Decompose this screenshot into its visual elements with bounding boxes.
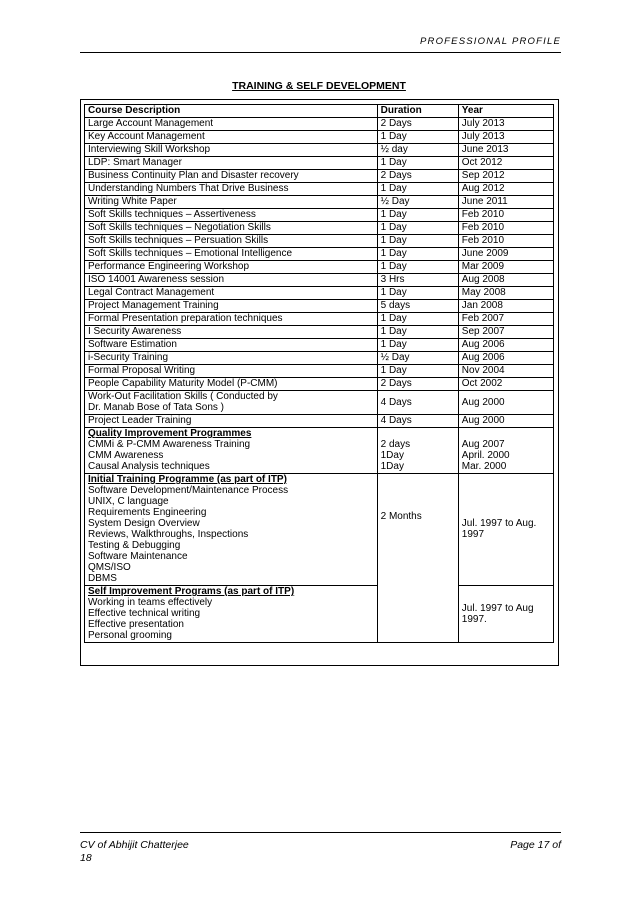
course-cell: People Capability Maturity Model (P-CMM) xyxy=(85,378,378,391)
course-cell xyxy=(85,586,378,643)
course-line: Work-Out Facilitation Skills ( Conducted by xyxy=(88,391,278,402)
table-row xyxy=(85,183,554,196)
duration-cell: 1 Day xyxy=(377,339,458,352)
course-cell: Writing White Paper xyxy=(85,196,378,209)
course-cell: Project Leader Training xyxy=(85,415,378,428)
footer-page-total: 18 xyxy=(80,852,92,864)
duration-cell: 1 Day xyxy=(377,326,458,339)
course-line: Effective presentation xyxy=(88,619,184,630)
table-row xyxy=(85,261,554,274)
table-row xyxy=(85,339,554,352)
course-line: CMM Awareness xyxy=(88,450,164,461)
duration-cell: 1 Day xyxy=(377,235,458,248)
year-cell: Aug 2006 xyxy=(458,339,553,352)
table-row xyxy=(85,209,554,222)
duration-cell: 1 Day xyxy=(377,248,458,261)
table-row xyxy=(85,235,554,248)
duration-cell xyxy=(377,428,458,474)
course-cell: Soft Skills techniques – Persuation Skills xyxy=(85,235,378,248)
course-cell: Business Continuity Plan and Disaster recovery xyxy=(85,170,378,183)
duration-cell: 2 Days xyxy=(377,170,458,183)
course-line: Software Development/Maintenance Process xyxy=(88,485,289,496)
year-cell: Oct 2012 xyxy=(458,157,553,170)
duration-cell: 1 Day xyxy=(377,183,458,196)
duration-cell: 2 Days xyxy=(377,118,458,131)
course-cell: Large Account Management xyxy=(85,118,378,131)
spacer xyxy=(462,428,550,439)
group-title: Initial Training Programme (as part of ITP) xyxy=(88,474,287,485)
table-row xyxy=(85,352,554,365)
footer-rule xyxy=(80,832,561,833)
section-title: TRAINING & SELF DEVELOPMENT xyxy=(232,80,406,92)
duration-cell: 1 Day xyxy=(377,313,458,326)
table-row xyxy=(85,391,554,415)
duration-cell: 1 Day xyxy=(377,287,458,300)
course-cell xyxy=(85,428,378,474)
year-cell xyxy=(458,586,553,643)
year-cell: Nov 2004 xyxy=(458,365,553,378)
duration-line: 2 days xyxy=(380,439,411,450)
year-cell: Sep 2012 xyxy=(458,170,553,183)
year-cell: July 2013 xyxy=(458,131,553,144)
year-line: 1997. xyxy=(461,613,487,625)
course-cell: Interviewing Skill Workshop xyxy=(85,144,378,157)
duration-cell: ½ Day xyxy=(377,196,458,209)
table-row xyxy=(85,378,554,391)
course-cell: Key Account Management xyxy=(85,131,378,144)
duration-cell: ½ day xyxy=(377,144,458,157)
course-line: Requirements Engineering xyxy=(88,507,207,518)
spacer xyxy=(381,428,455,439)
course-line: System Design Overview xyxy=(88,518,200,529)
year-cell: Aug 2000 xyxy=(458,391,553,415)
table-row xyxy=(85,144,554,157)
course-cell xyxy=(85,391,378,415)
table-row xyxy=(85,118,554,131)
course-cell: Formal Proposal Writing xyxy=(85,365,378,378)
duration-cell: 2 Months xyxy=(377,474,458,643)
year-cell: Feb 2010 xyxy=(458,235,553,248)
course-cell: Performance Engineering Workshop xyxy=(85,261,378,274)
duration-cell: 1 Day xyxy=(377,157,458,170)
table-row xyxy=(85,365,554,378)
duration-cell: 4 Days xyxy=(377,391,458,415)
table-row xyxy=(85,313,554,326)
year-cell: May 2008 xyxy=(458,287,553,300)
duration-line: 1Day xyxy=(380,461,404,472)
self-improvement-row xyxy=(85,586,554,643)
duration-cell: 1 Day xyxy=(377,261,458,274)
footer-left xyxy=(80,839,189,865)
course-cell: ISO 14001 Awareness session xyxy=(85,274,378,287)
table-row xyxy=(85,415,554,428)
course-line: Working in teams effectively xyxy=(88,597,213,608)
group-title: Self Improvement Programs (as part of ITP) xyxy=(88,586,295,597)
year-cell: Jan 2008 xyxy=(458,300,553,313)
course-cell: Software Estimation xyxy=(85,339,378,352)
table-row xyxy=(85,196,554,209)
year-cell: Mar 2009 xyxy=(458,261,553,274)
course-cell: Legal Contract Management xyxy=(85,287,378,300)
year-line: Aug 2007 xyxy=(461,439,505,450)
course-cell: i-Security Training xyxy=(85,352,378,365)
course-line: UNIX, C language xyxy=(88,496,169,507)
table-row xyxy=(85,248,554,261)
course-line: DBMS xyxy=(88,573,117,584)
year-cell: Feb 2007 xyxy=(458,313,553,326)
table-row xyxy=(85,326,554,339)
column-header-course: Course Description xyxy=(85,105,378,118)
course-line: Reviews, Walkthroughs, Inspections xyxy=(88,529,249,540)
column-header-duration: Duration xyxy=(377,105,458,118)
year-cell: Oct 2002 xyxy=(458,378,553,391)
table-row xyxy=(85,222,554,235)
year-cell xyxy=(458,474,553,586)
year-line: Mar. 2000 xyxy=(461,461,507,472)
course-line: Dr. Manab Bose of Tata Sons ) xyxy=(88,402,225,413)
course-cell: Soft Skills techniques – Negotiation Skills xyxy=(85,222,378,235)
duration-cell: 4 Days xyxy=(377,415,458,428)
duration-cell: 3 Hrs xyxy=(377,274,458,287)
course-line: Testing & Debugging xyxy=(88,540,181,551)
year-cell: Sep 2007 xyxy=(458,326,553,339)
year-cell: Aug 2008 xyxy=(458,274,553,287)
year-line: Jul. 1997 to Aug xyxy=(461,602,534,614)
course-cell: Project Management Training xyxy=(85,300,378,313)
year-cell: June 2013 xyxy=(458,144,553,157)
footer-cv-owner: CV of Abhijit Chatterjee xyxy=(80,839,189,851)
year-line: 1997 xyxy=(461,529,485,540)
footer-page-number: Page 17 of xyxy=(510,839,561,851)
duration-cell: 1 Day xyxy=(377,222,458,235)
course-cell: I Security Awareness xyxy=(85,326,378,339)
table-row xyxy=(85,300,554,313)
year-cell: Aug 2006 xyxy=(458,352,553,365)
table-row xyxy=(85,170,554,183)
table-row xyxy=(85,274,554,287)
course-line: Software Maintenance xyxy=(88,551,188,562)
quality-group-row xyxy=(85,428,554,474)
course-line: Effective technical writing xyxy=(88,608,201,619)
header-rule xyxy=(80,52,561,53)
year-line: Jul. 1997 to Aug. xyxy=(461,518,537,529)
table-row xyxy=(85,157,554,170)
course-line: Causal Analysis techniques xyxy=(88,461,210,472)
duration-cell: 2 Days xyxy=(377,378,458,391)
duration-cell: 1 Day xyxy=(377,131,458,144)
column-header-year: Year xyxy=(458,105,553,118)
course-cell: Soft Skills techniques – Assertiveness xyxy=(85,209,378,222)
duration-cell: ½ Day xyxy=(377,352,458,365)
course-cell: Formal Presentation preparation techniques xyxy=(85,313,378,326)
table-header-row xyxy=(85,105,554,118)
course-line: QMS/ISO xyxy=(88,562,131,573)
duration-cell: 5 days xyxy=(377,300,458,313)
year-cell: Aug 2000 xyxy=(458,415,553,428)
table-row xyxy=(85,287,554,300)
course-cell: Soft Skills techniques – Emotional Intelligence xyxy=(85,248,378,261)
course-line: Personal grooming xyxy=(88,630,172,641)
training-table xyxy=(84,104,554,643)
course-cell: Understanding Numbers That Drive Business xyxy=(85,183,378,196)
year-cell: Feb 2010 xyxy=(458,222,553,235)
duration-line: 1Day xyxy=(380,450,404,461)
course-line: CMMi & P-CMM Awareness Training xyxy=(88,439,251,450)
year-cell: June 2009 xyxy=(458,248,553,261)
duration-cell: 1 Day xyxy=(377,365,458,378)
page-header: PROFESSIONAL PROFILE xyxy=(419,36,561,47)
duration-cell: 1 Day xyxy=(377,209,458,222)
course-cell xyxy=(85,474,378,586)
year-cell: July 2013 xyxy=(458,118,553,131)
table-row xyxy=(85,131,554,144)
year-cell: June 2011 xyxy=(458,196,553,209)
year-cell: Feb 2010 xyxy=(458,209,553,222)
course-cell: LDP: Smart Manager xyxy=(85,157,378,170)
group-title: Quality Improvement Programmes xyxy=(88,428,252,439)
year-line: April. 2000 xyxy=(461,450,510,461)
itp-training-row xyxy=(85,474,554,586)
year-cell xyxy=(458,428,553,474)
year-cell: Aug 2012 xyxy=(458,183,553,196)
